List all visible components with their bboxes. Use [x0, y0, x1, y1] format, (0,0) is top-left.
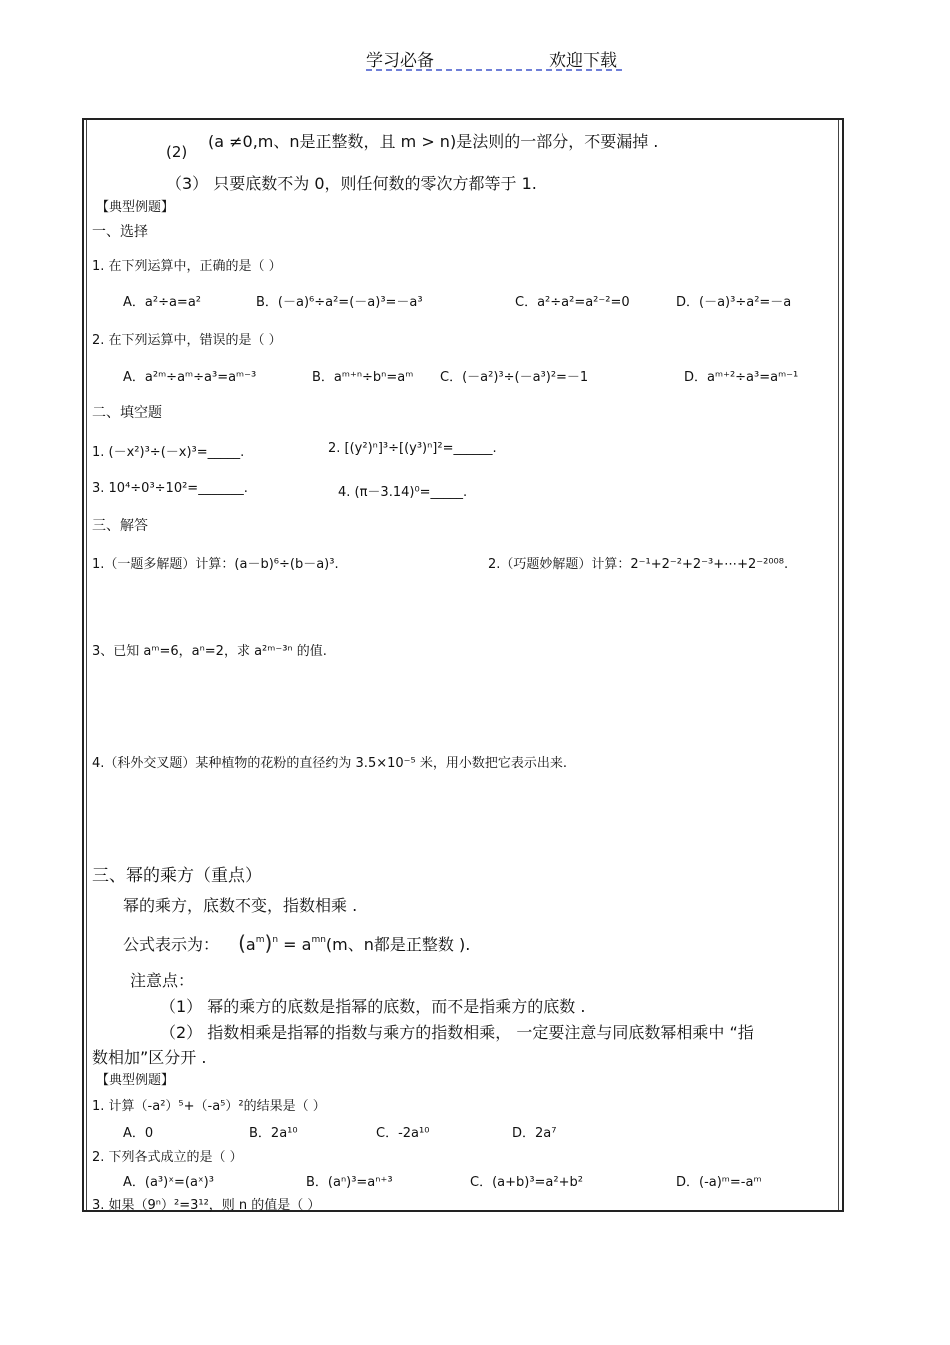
choice-q2-option-c: C．(－a²)³÷(－a³)²=－1 — [440, 370, 589, 385]
answer-question-3: 3、已知 aᵐ=6，aⁿ=2，求 a²ᵐ⁻³ⁿ 的值. — [92, 644, 327, 659]
example2-q2-option-c: C．(a+b)³=a²+b² — [470, 1175, 583, 1190]
power-formula — [123, 931, 470, 955]
choice-q2-option-a: A．a²ᵐ÷aᵐ÷a³=aᵐ⁻³ — [123, 370, 257, 385]
power-note-2a: （2） 指数相乘是指幂的指数与乘方的指数相乘， 一定要注意与同底数幂相乘中 “指 — [160, 1023, 754, 1042]
section-title-power-of-power: 三、幂的乘方（重点） — [92, 866, 262, 886]
power-note-2b: 数相加”区分开 . — [92, 1048, 207, 1067]
power-formula-expression: $(a^m)^n = a^{mn}$ — [238, 931, 326, 955]
example2-q2-option-a: A．(a³)ˣ=(aˣ)³ — [123, 1175, 214, 1190]
header-left-text: 学习必备 — [366, 51, 434, 71]
fill-question-4: 4. (π－3.14)⁰=_____. — [338, 485, 468, 500]
rule-item2-number: (2) — [166, 143, 188, 161]
example2-question-3: 3. 如果（9ⁿ）²=3¹²，则 n 的值是（ ） — [92, 1198, 321, 1213]
header-right-text: 欢迎下载 — [549, 51, 617, 71]
example2-q1-option-c: C．-2a¹⁰ — [376, 1126, 430, 1141]
fill-question-2: 2. [(y²)ⁿ]³÷[(y³)ⁿ]²=______. — [328, 441, 497, 456]
choice-question-2: 2. 在下列运算中，错误的是（ ） — [92, 333, 282, 348]
rule-item2-cond-b: m > n — [400, 132, 450, 151]
rule-item3: （3） 只要底数不为 0，则任何数的零次方都等于 1. — [166, 174, 537, 193]
example-heading-2: 【典型例题】 — [96, 1073, 175, 1088]
choice-q2-option-b: B．aᵐ⁺ⁿ÷bⁿ=aᵐ — [312, 370, 414, 385]
rule-item2-cond-a: (a ≠0,m、n是正整数，且 — [208, 132, 396, 151]
example2-question-2: 2. 下列各式成立的是（ ） — [92, 1150, 243, 1165]
rule-item2-condition — [208, 129, 658, 152]
frame-inner-left-line — [86, 120, 87, 1210]
answer-question-4: 4.（科外交叉题）某种植物的花粉的直径约为 3.5×10⁻⁵ 米，用小数把它表示出来. — [92, 756, 567, 771]
answer-question-1: 1.（一题多解题）计算：(a－b)⁶÷(b－a)³. — [92, 557, 339, 572]
choice-question-1: 1. 在下列运算中，正确的是（ ） — [92, 259, 282, 274]
example2-q1-option-d: D．2a⁷ — [512, 1126, 557, 1141]
header-underline — [366, 69, 622, 71]
frame-inner-right-line — [838, 120, 839, 1210]
example2-q2-option-b: B．(aⁿ)³=aⁿ⁺³ — [306, 1175, 393, 1190]
power-note-1: （1） 幂的乘方的底数是指幂的底数，而不是指乘方的底数 . — [160, 997, 586, 1016]
choice-q1-option-d: D．(－a)³÷a²=－a — [676, 295, 792, 310]
choice-q2-option-d: D．aᵐ⁺²÷a³=aᵐ⁻¹ — [684, 370, 799, 385]
fill-question-3: 3. 10⁴÷0³÷10²=_______. — [92, 481, 248, 496]
power-note-title: 注意点： — [130, 971, 195, 990]
section-answer: 三、解答 — [92, 518, 148, 534]
answer-question-2: 2.（巧题妙解题）计算：2⁻¹+2⁻²+2⁻³+⋯+2⁻²⁰⁰⁸. — [488, 557, 789, 572]
power-formula-tail: (m、n都是正整数 ). — [325, 935, 471, 954]
power-rule-text: 幂的乘方，底数不变，指数相乘 . — [123, 896, 358, 915]
example2-q1-option-b: B．2a¹⁰ — [249, 1126, 298, 1141]
rule-item2-tail: )是法则的一部分，不要漏掉 . — [449, 132, 659, 151]
section-fill-in: 二、填空题 — [92, 405, 162, 421]
choice-q1-option-a: A．a²÷a=a² — [123, 295, 202, 310]
power-formula-label: 公式表示为： — [123, 935, 220, 954]
example2-question-1: 1. 计算（-a²）⁵+（-a⁵）²的结果是（ ） — [92, 1099, 326, 1114]
choice-q1-option-b: B．(－a)⁶÷a²=(－a)³=－a³ — [256, 295, 423, 310]
example2-q2-option-d: D．(-a)ᵐ=-aᵐ — [676, 1175, 762, 1190]
example-heading-1: 【典型例题】 — [96, 200, 175, 215]
choice-q1-option-c: C．a²÷a²=a²⁻²=0 — [515, 295, 630, 310]
example2-q1-option-a: A．0 — [123, 1126, 154, 1141]
section-choice: 一、选择 — [92, 224, 148, 240]
fill-question-1: 1. (－x²)³÷(－x)³=_____. — [92, 445, 245, 460]
